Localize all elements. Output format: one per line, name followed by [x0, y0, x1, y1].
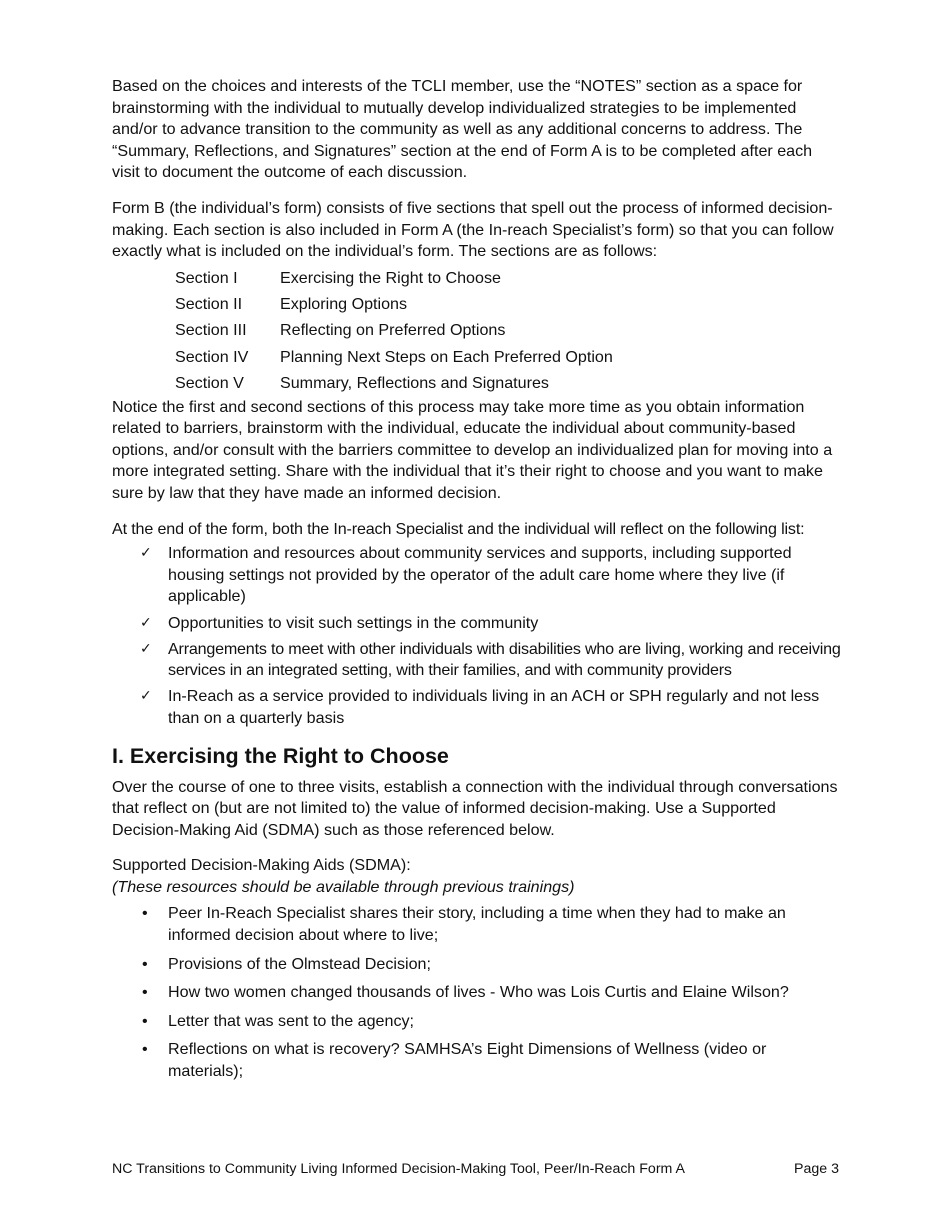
list-item-text: Reflections on what is recovery? SAMHSA’s Eight Dimensions of Wellness (video or materials); — [168, 1040, 767, 1081]
section-number: Section IV — [175, 347, 249, 366]
section-title: Planning Next Steps on Each Preferred Option — [280, 347, 613, 366]
list-item-text: Letter that was sent to the agency; — [168, 1011, 415, 1030]
section-row — [175, 266, 842, 292]
section-heading: I. Exercising the Right to Choose — [112, 743, 449, 768]
checklist-item — [112, 639, 842, 682]
bullet-icon: • — [142, 954, 148, 973]
bullet-icon: • — [142, 1040, 148, 1059]
sdma-title: Supported Decision-Making Aids (SDMA): — [112, 856, 411, 875]
section-title: Reflecting on Preferred Options — [280, 321, 506, 340]
notice-paragraph: Notice the first and second sections of this process may take more time as you obtain information related to barriers, brainstorm with the individual, educate the individual about community-based options, and/or consult with the barriers committee to develop an individualized plan for moving into a more integrated setting. Share with the individual that it’s their right to choose and you want to make sure by law that they have made an informed decision. — [112, 397, 833, 503]
bullet-icon: • — [142, 983, 148, 1002]
checklist-item — [112, 543, 842, 608]
reflection-checklist — [112, 543, 842, 729]
checklist-item-text: Opportunities to visit such settings in the community — [168, 613, 539, 632]
list-item — [112, 1039, 842, 1082]
checkmark-icon: ✓ — [140, 640, 152, 657]
checkmark-icon: ✓ — [140, 688, 152, 705]
page-number: Page 3 — [794, 1161, 839, 1177]
checklist-item — [112, 686, 842, 729]
document-page — [112, 76, 842, 1090]
list-item-text: Peer In-Reach Specialist shares their story, including a time when they had to make an informed decision about where to live; — [168, 904, 786, 945]
section-number: Section V — [175, 373, 244, 392]
section-row — [175, 371, 842, 397]
section-title: Summary, Reflections and Signatures — [280, 373, 549, 392]
section-row — [175, 344, 842, 370]
bullet-icon: • — [142, 1011, 148, 1030]
list-item-text: Provisions of the Olmstead Decision; — [168, 954, 431, 973]
section-number: Section II — [175, 295, 243, 314]
reflect-intro: At the end of the form, both the In-reach Specialist and the individual will reflect on the following list: — [112, 519, 805, 538]
section-number: Section III — [175, 321, 247, 340]
heading-paragraph: Over the course of one to three visits, establish a connection with the individual through conversations that reflect on (but are not limited to) the value of informed decision-making. Use a Supported Decision-Making Aid (SDMA) such as those referenced below. — [112, 777, 838, 839]
list-item — [112, 903, 842, 946]
section-row — [175, 318, 842, 344]
sdma-list — [112, 903, 842, 1082]
section-title: Exploring Options — [280, 295, 408, 314]
checklist-item-text: In-Reach as a service provided to individuals living in an ACH or SPH regularly and not less than on a quarterly basis — [168, 687, 820, 727]
list-item — [112, 982, 842, 1004]
checklist-item-text: Arrangements to meet with other individuals with disabilities who are living, working and receiving services in an integrated setting, with their families, and with community providers — [168, 639, 841, 680]
sections-list — [175, 266, 842, 397]
list-item-text: How two women changed thousands of lives - Who was Lois Curtis and Elaine Wilson? — [168, 983, 789, 1002]
intro-paragraph-2: Form B (the individual’s form) consists of five sections that spell out the process of informed decision-making. Each section is also included in Form A (the In-reach Specialist’s form) so that you can follow exactly what is included on the individual’s form. The sections are as follows: — [112, 198, 834, 261]
sdma-note: (These resources should be available through previous trainings) — [112, 877, 575, 896]
checkmark-icon: ✓ — [140, 614, 152, 631]
bullet-icon: • — [142, 904, 148, 923]
checklist-item — [112, 613, 842, 635]
page-footer — [112, 1161, 839, 1177]
checklist-item-text: Information and resources about community services and supports, including supported housing settings not provided by the operator of the adult care home where they live (if applicable) — [168, 544, 792, 606]
list-item — [112, 954, 842, 976]
checkmark-icon: ✓ — [140, 545, 152, 562]
section-number: Section I — [175, 269, 238, 288]
section-row — [175, 292, 842, 318]
footer-title: NC Transitions to Community Living Informed Decision-Making Tool, Peer/In-Reach Form A — [112, 1161, 685, 1177]
list-item — [112, 1011, 842, 1033]
intro-paragraph-1: Based on the choices and interests of the TCLI member, use the “NOTES” section as a space for brainstorming with the individual to mutually develop individualized strategies to be implemented and/or to advance transition to the community as well as any additional concerns to address. The “Summary, Reflections, and Signatures” section at the end of Form A is to be completed after each visit to document the outcome of each discussion. — [112, 77, 813, 182]
section-title: Exercising the Right to Choose — [280, 269, 501, 288]
